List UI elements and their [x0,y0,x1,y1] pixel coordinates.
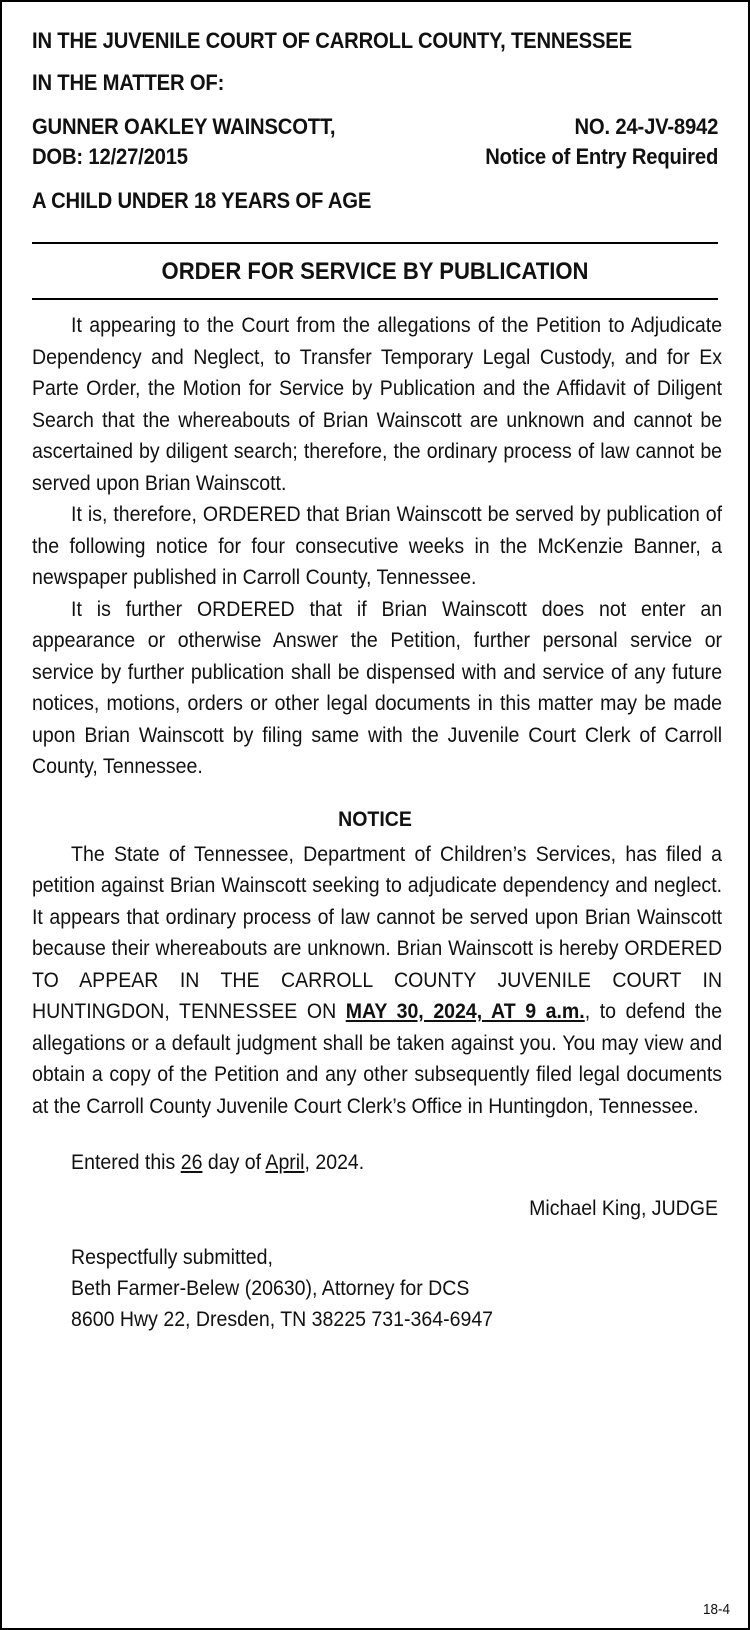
case-number: NO. 24-JV-8942 [574,114,718,139]
notice-text-after: , to defend the allegations or a default judgment shall be taken against you. You may view and obtain a copy of the Petition and any other subsequently filed legal documents at the Carroll County Juvenile Court Clerk’s Office in Huntingdon, Tennessee. [32,1000,723,1118]
notice-heading: NOTICE [338,807,412,831]
court-heading: IN THE JUVENILE COURT OF CARROLL COUNTY, TENNESSEE [32,28,632,53]
entered-line [32,1148,670,1178]
entered-suffix: , 2024. [304,1151,365,1174]
divider-top [32,242,718,244]
case-info [32,112,718,172]
notice-paragraph [32,839,722,1123]
hearing-date: MAY 30, 2024, AT 9 a.m. [345,1000,585,1023]
divider-bottom [32,298,718,300]
order-paragraph-2: It is, therefore, ORDERED that Brian Wainscott be served by publication of the following notice for four consecutive weeks in the McKenzie Banner, a newspaper published in Carroll County, Tennessee. [32,503,723,589]
order-paragraph-1: It appearing to the Court from the allegations of the Petition to Adjudicate Dependency and Neglect, to Transfer Temporary Legal Custody, and for Ex Parte Order, the Motion for Service by Publication and the Affidavit of Diligent Search that the whereabouts of Brian Wainscott are unknown and cannot be ascertained by diligent search; therefore, the ordinary process of law cannot be served upon Brian Wainscott. [32,314,723,495]
submitted-line-3: 8600 Hwy 22, Dresden, TN 38225 731-364-6947 [71,1308,494,1331]
order-title: ORDER FOR SERVICE BY PUBLICATION [161,258,589,285]
notice-body [32,839,722,1123]
submitted-line-2: Beth Farmer-Belew (20630), Attorney for DCS [71,1277,470,1300]
order-paragraph-3: It is further ORDERED that if Brian Wainscott does not enter an appearance or otherwise Answer the Petition, further personal service or service by further publication shall be dispensed with and service of any future notices, motions, orders or other legal documents in this matter may be made upon Brian Wainscott by filing same with the Juvenile Court Clerk of Carroll County, Tennessee. [32,597,723,778]
entry-notice: Notice of Entry Required [485,144,718,169]
order-body [32,310,722,783]
matter-heading: IN THE MATTER OF: [32,70,225,95]
publication-tag: 18-4 [702,1601,730,1618]
entered-month: April [265,1151,305,1174]
notice-text-before: The State of Tennessee, Department of Children’s Services, has filed a petition against Brian Wainscott seeking to adjudicate dependency and neglect. It appears that ordinary process of law cannot be served upon Brian Wainscott because their whereabouts are unknown. Brian Wainscott is hereby ORDERED TO APPEAR IN THE CARROLL COUNTY JUVENILE COURT IN HUNTINGDON, TENNESSEE ON [32,842,723,1023]
judge-signature: Michael King, JUDGE [529,1197,718,1220]
entered-middle: day of [202,1151,266,1174]
child-name: GUNNER OAKLEY WAINSCOTT, [32,114,336,139]
child-age-heading: A CHILD UNDER 18 YEARS OF AGE [32,188,372,213]
entered-day: 26 [180,1151,203,1174]
child-dob: DOB: 12/27/2015 [32,144,188,169]
submitted-line-1: Respectfully submitted, [71,1246,273,1269]
submitted-block [32,1242,670,1335]
entered-prefix: Entered this [71,1151,181,1174]
